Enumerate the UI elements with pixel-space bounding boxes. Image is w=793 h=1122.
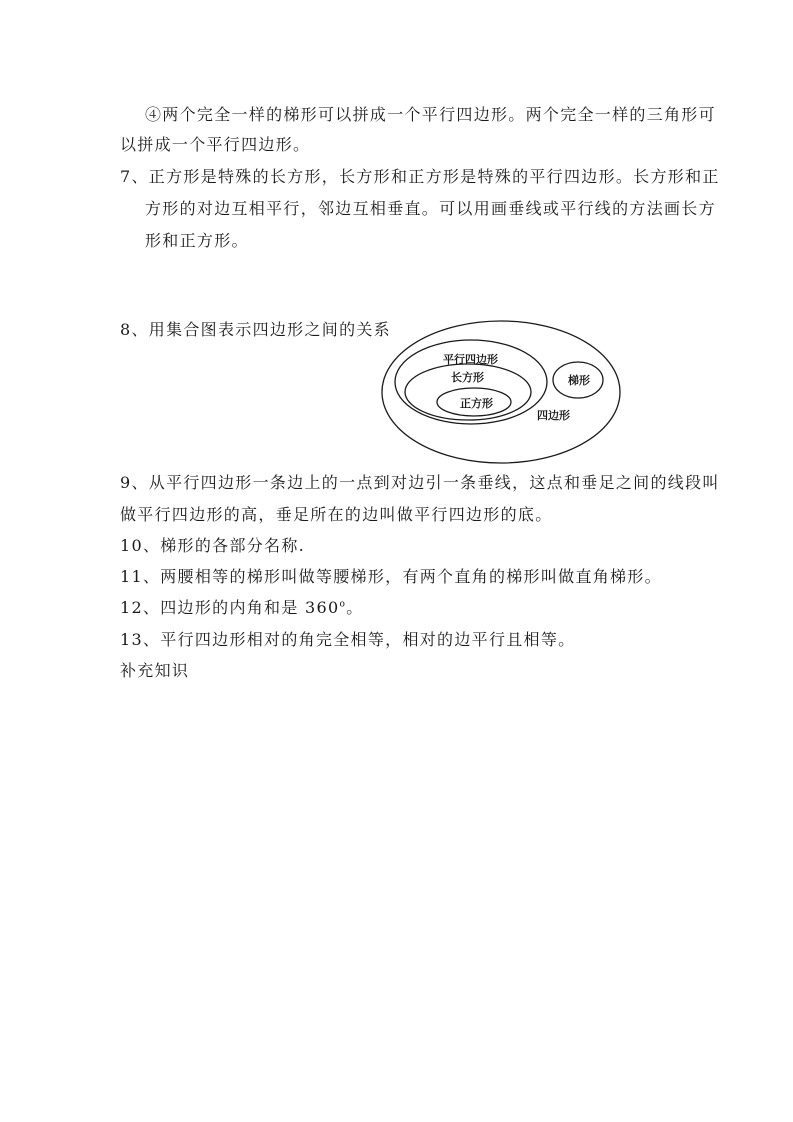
- item-7-line-3: 形和正方形。: [145, 231, 249, 250]
- quadrilateral-set-diagram: [380, 318, 622, 466]
- supplement-heading: 补充知识: [120, 661, 190, 680]
- item-12: [120, 598, 364, 618]
- item-13: 13、平行四边形相对的角完全相等，相对的边平行且相等。: [120, 630, 576, 649]
- square-label: 正方形: [460, 397, 493, 410]
- item-8-heading: 8、用集合图表示四边形之间的关系: [120, 320, 391, 339]
- degree-symbol: o: [339, 599, 347, 610]
- trapezoid-label: 梯形: [568, 374, 590, 387]
- item-4-line-1: ④两个完全一样的梯形可以拼成一个平行四边形。两个完全一样的三角形可: [145, 105, 716, 124]
- item-9-line-2: 做平行四边形的高，垂足所在的边叫做平行四边形的底。: [120, 505, 553, 524]
- item-7-line-1: 7、正方形是特殊的长方形，长方形和正方形是特殊的平行四边形。长方形和正: [120, 167, 720, 186]
- item-10: 10、梯形的各部分名称.: [120, 536, 306, 555]
- quadrilateral-label: 四边形: [537, 409, 570, 422]
- rectangle-label: 长方形: [451, 371, 484, 384]
- item-7-line-2: 方形的对边互相平行，邻边互相垂直。可以用画垂线或平行线的方法画长方: [145, 199, 716, 218]
- item-12-text: 12、四边形的内角和是 360: [120, 598, 340, 617]
- item-9-line-1: 9、从平行四边形一条边上的一点到对边引一条垂线，这点和垂足之间的线段叫: [120, 473, 720, 492]
- item-11: 11、两腰相等的梯形叫做等腰梯形，有两个直角的梯形叫做直角梯形。: [120, 567, 662, 586]
- parallelogram-label: 平行四边形: [443, 353, 498, 366]
- item-4-line-2: 以拼成一个平行四边形。: [120, 135, 311, 154]
- item-12-end: 。: [346, 598, 364, 617]
